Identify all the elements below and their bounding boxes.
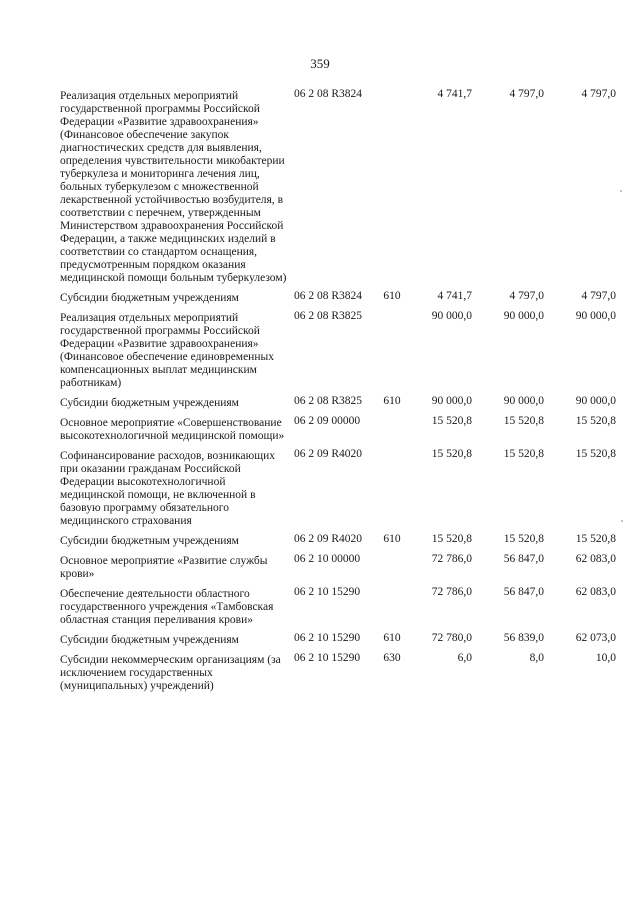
row-amount-year2: 4 797,0 xyxy=(509,290,544,302)
table-row xyxy=(60,290,620,305)
table-row xyxy=(60,310,620,390)
row-amount-year1: 72 786,0 xyxy=(431,553,472,565)
row-name: Субсидии бюджетным учреждениям xyxy=(60,292,239,304)
row-expense-type: 610 xyxy=(383,395,401,407)
row-code: 06 2 08 R3824 xyxy=(294,88,363,100)
row-name: Реализация отдельных мероприятий государственной программы Российской Федерации «Развитие здравоохранения» (Финансовое обеспечение единовременных компенсационных выплат медицинским работникам) xyxy=(60,312,274,389)
row-amount-year3: 15 520,8 xyxy=(575,415,616,427)
row-name: Субсидии бюджетным учреждениям xyxy=(60,397,239,409)
row-amount-year2: 15 520,8 xyxy=(503,533,544,545)
row-name: Основное мероприятие «Совершенствование высокотехнологичной медицинской помощи» xyxy=(60,417,285,442)
row-expense-type: 610 xyxy=(383,533,401,545)
table-row xyxy=(60,533,620,548)
row-code: 06 2 08 R3825 xyxy=(294,310,363,322)
row-name: Реализация отдельных мероприятий государственной программы Российской Федерации «Развитие здравоохранения» (Финансовое обеспечение закупок диагностических средств для выявления, определения чувствительности микобактерии туберкулеза и мониторинга лечения лиц, больных туберкулезом с множественной лекарственной устойчивостью возбудителя, в соответствии с перечнем, утвержденным Министерством здравоохранения Российской Федерации, а также медицинских изделий в соответствии со стандартом оснащения, предусмотренным порядком оказания медицинской помощи больным туберкулезом) xyxy=(60,90,287,284)
row-code: 06 2 10 15290 xyxy=(294,632,361,644)
row-code: 06 2 09 R4020 xyxy=(294,448,363,460)
row-amount-year3: 90 000,0 xyxy=(575,310,616,322)
row-amount-year2: 15 520,8 xyxy=(503,448,544,460)
row-name: Субсидии бюджетным учреждениям xyxy=(60,535,239,547)
budget-table xyxy=(60,88,620,698)
row-amount-year1: 90 000,0 xyxy=(431,310,472,322)
row-amount-year1: 72 780,0 xyxy=(431,632,472,644)
row-amount-year2: 15 520,8 xyxy=(503,415,544,427)
row-code: 06 2 10 15290 xyxy=(294,652,361,664)
row-name: Субсидии бюджетным учреждениям xyxy=(60,634,239,646)
row-amount-year3: 15 520,8 xyxy=(575,448,616,460)
row-amount-year3: 62 083,0 xyxy=(575,586,616,598)
row-amount-year1: 4 741,7 xyxy=(437,290,472,302)
scan-mark xyxy=(620,190,622,192)
row-amount-year1: 90 000,0 xyxy=(431,395,472,407)
row-amount-year3: 15 520,8 xyxy=(575,533,616,545)
row-amount-year1: 6,0 xyxy=(457,652,472,664)
row-amount-year1: 72 786,0 xyxy=(431,586,472,598)
row-amount-year2: 56 847,0 xyxy=(503,586,544,598)
row-amount-year3: 62 073,0 xyxy=(575,632,616,644)
table-row xyxy=(60,88,620,285)
page-number: 359 xyxy=(310,56,330,71)
row-code: 06 2 09 R4020 xyxy=(294,533,363,545)
row-amount-year2: 56 839,0 xyxy=(503,632,544,644)
row-name: Основное мероприятие «Развитие службы крови» xyxy=(60,555,268,580)
row-amount-year3: 62 083,0 xyxy=(575,553,616,565)
row-amount-year2: 8,0 xyxy=(529,652,544,664)
row-expense-type: 610 xyxy=(383,632,401,644)
table-row xyxy=(60,395,620,410)
row-code: 06 2 08 R3825 xyxy=(294,395,363,407)
row-amount-year3: 4 797,0 xyxy=(581,88,616,100)
table-row xyxy=(60,448,620,528)
row-code: 06 2 10 00000 xyxy=(294,553,361,565)
row-name: Субсидии некоммерческим организациям (за исключением государственных (муниципальных) учреждений) xyxy=(60,654,281,692)
table-row xyxy=(60,586,620,627)
row-code: 06 2 08 R3824 xyxy=(294,290,363,302)
row-code: 06 2 10 15290 xyxy=(294,586,361,598)
row-amount-year2: 90 000,0 xyxy=(503,395,544,407)
row-amount-year3: 90 000,0 xyxy=(575,395,616,407)
row-expense-type: 630 xyxy=(383,652,401,664)
row-amount-year3: 10,0 xyxy=(595,652,616,664)
row-amount-year2: 90 000,0 xyxy=(503,310,544,322)
row-amount-year1: 15 520,8 xyxy=(431,448,472,460)
table-row xyxy=(60,553,620,581)
table-row xyxy=(60,415,620,443)
row-amount-year1: 15 520,8 xyxy=(431,415,472,427)
row-name: Обеспечение деятельности областного государственного учреждения «Тамбовская областная станция переливания крови» xyxy=(60,588,274,626)
table-row xyxy=(60,632,620,647)
row-expense-type: 610 xyxy=(383,290,401,302)
row-amount-year3: 4 797,0 xyxy=(581,290,616,302)
row-amount-year2: 56 847,0 xyxy=(503,553,544,565)
row-amount-year2: 4 797,0 xyxy=(509,88,544,100)
row-name: Софинансирование расходов, возникающих при оказании гражданам Российской Федерации высокотехнологичной медицинской помощи, не включенной в базовую программу обязательного медицинского страхования xyxy=(60,450,276,527)
row-code: 06 2 09 00000 xyxy=(294,415,361,427)
table-row xyxy=(60,652,620,693)
row-amount-year1: 15 520,8 xyxy=(431,533,472,545)
scan-mark xyxy=(621,520,623,522)
row-amount-year1: 4 741,7 xyxy=(437,88,472,100)
